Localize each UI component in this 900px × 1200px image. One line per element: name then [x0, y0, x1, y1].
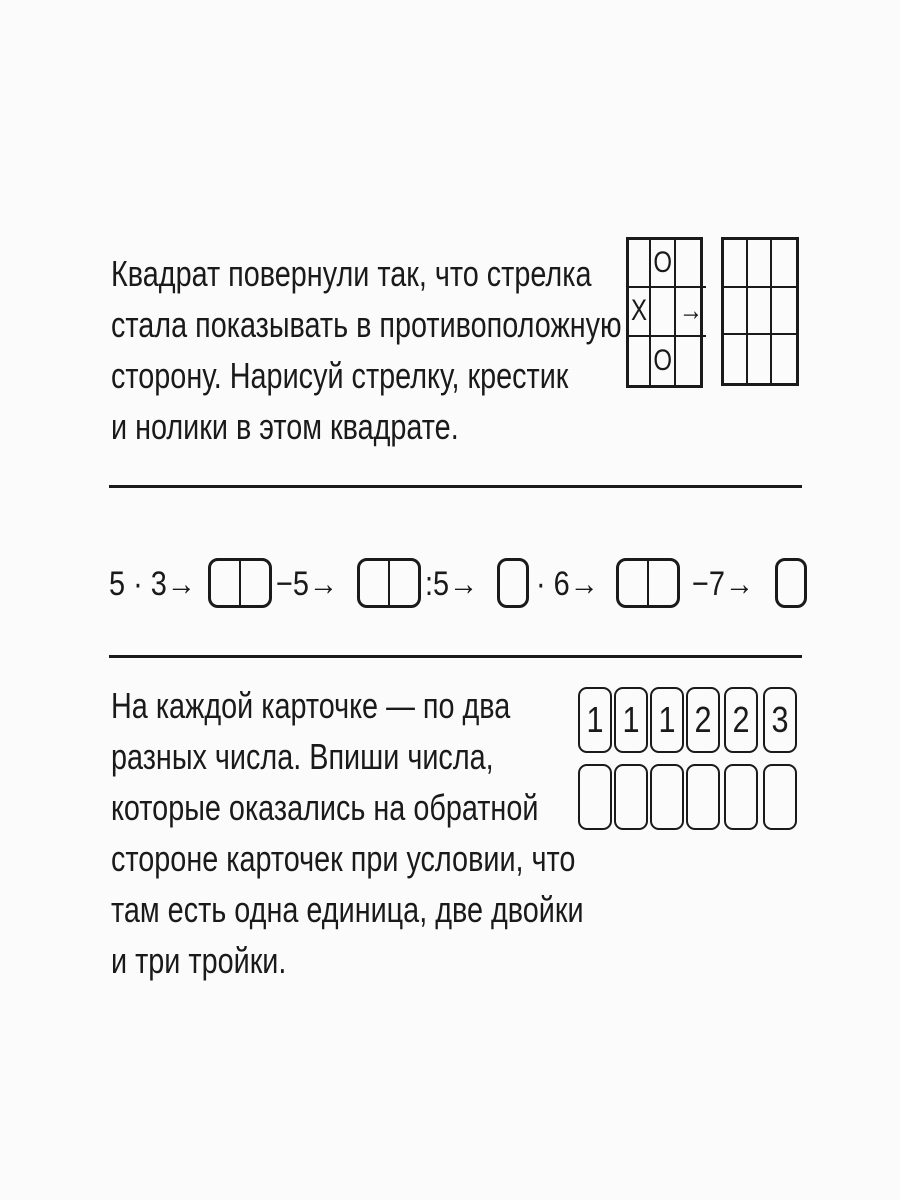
calculation-chain	[109, 556, 809, 616]
answer-cell[interactable]	[772, 240, 796, 288]
answer-cell[interactable]	[724, 335, 748, 383]
task3-line: и три тройки.	[111, 940, 287, 981]
grid-cell	[676, 240, 706, 288]
chain-op: −7→	[692, 565, 754, 603]
answer-grid[interactable]	[721, 237, 799, 386]
arrow-icon: →	[449, 565, 479, 603]
number-card: 2	[686, 687, 720, 753]
task3-text	[111, 680, 584, 986]
grid-cell-arrow: →	[676, 288, 706, 336]
task3-line: На каждой карточке — по два	[111, 685, 511, 726]
answer-cell[interactable]	[724, 240, 748, 288]
answer-card[interactable]	[686, 764, 720, 830]
source-grid	[626, 237, 703, 388]
answer-box-two-digit[interactable]	[616, 558, 680, 608]
task1-text	[111, 248, 622, 452]
task1-line: и нолики в этом квадрате.	[111, 406, 459, 447]
number-card: 1	[650, 687, 684, 753]
arrow-icon: →	[166, 565, 196, 603]
number-card: 1	[578, 687, 612, 753]
task1-line: сторону. Нарисуй стрелку, крестик	[111, 355, 569, 396]
answer-cell[interactable]	[748, 335, 772, 383]
chain-start: 5 · 3→	[109, 565, 196, 603]
answer-cell[interactable]	[748, 240, 772, 288]
arrow-icon: →	[724, 565, 754, 603]
grid-cell-cross: X	[629, 288, 651, 336]
answer-box-one-digit[interactable]	[775, 558, 807, 608]
answer-cell[interactable]	[748, 288, 772, 336]
task3-line: разных числа. Впиши числа,	[111, 736, 494, 777]
divider	[109, 485, 802, 488]
answer-card[interactable]	[650, 764, 684, 830]
task3-line: там есть одна единица, две двойки	[111, 889, 584, 930]
answer-box-two-digit[interactable]	[357, 558, 421, 608]
answer-card[interactable]	[578, 764, 612, 830]
task3-line: которые оказались на обратной	[111, 787, 539, 828]
chain-op: · 6→	[536, 565, 599, 603]
grid-cell	[651, 288, 676, 336]
answer-cell[interactable]	[772, 335, 796, 383]
answer-cell[interactable]	[772, 288, 796, 336]
chain-op: :5→	[425, 565, 479, 603]
answer-box-two-digit[interactable]	[208, 558, 272, 608]
number-card: 3	[763, 687, 797, 753]
answer-cell[interactable]	[724, 288, 748, 336]
answer-card[interactable]	[763, 764, 797, 830]
grid-cell	[629, 337, 651, 385]
grid-cell	[629, 240, 651, 288]
grid-cell-nought: O	[651, 240, 676, 288]
arrow-icon: →	[308, 565, 338, 603]
grid-cell-nought: O	[651, 337, 676, 385]
task3-line: стороне карточек при условии, что	[111, 838, 576, 879]
answer-card[interactable]	[724, 764, 758, 830]
arrow-icon: →	[569, 565, 599, 603]
number-card: 1	[614, 687, 648, 753]
grid-cell	[676, 337, 706, 385]
divider	[109, 655, 802, 658]
task1-line: стала показывать в противоположную	[111, 304, 622, 345]
answer-box-one-digit[interactable]	[497, 558, 529, 608]
task1-line: Квадрат повернули так, что стрелка	[111, 253, 592, 294]
answer-card[interactable]	[614, 764, 648, 830]
number-card: 2	[724, 687, 758, 753]
chain-op: −5→	[276, 565, 338, 603]
